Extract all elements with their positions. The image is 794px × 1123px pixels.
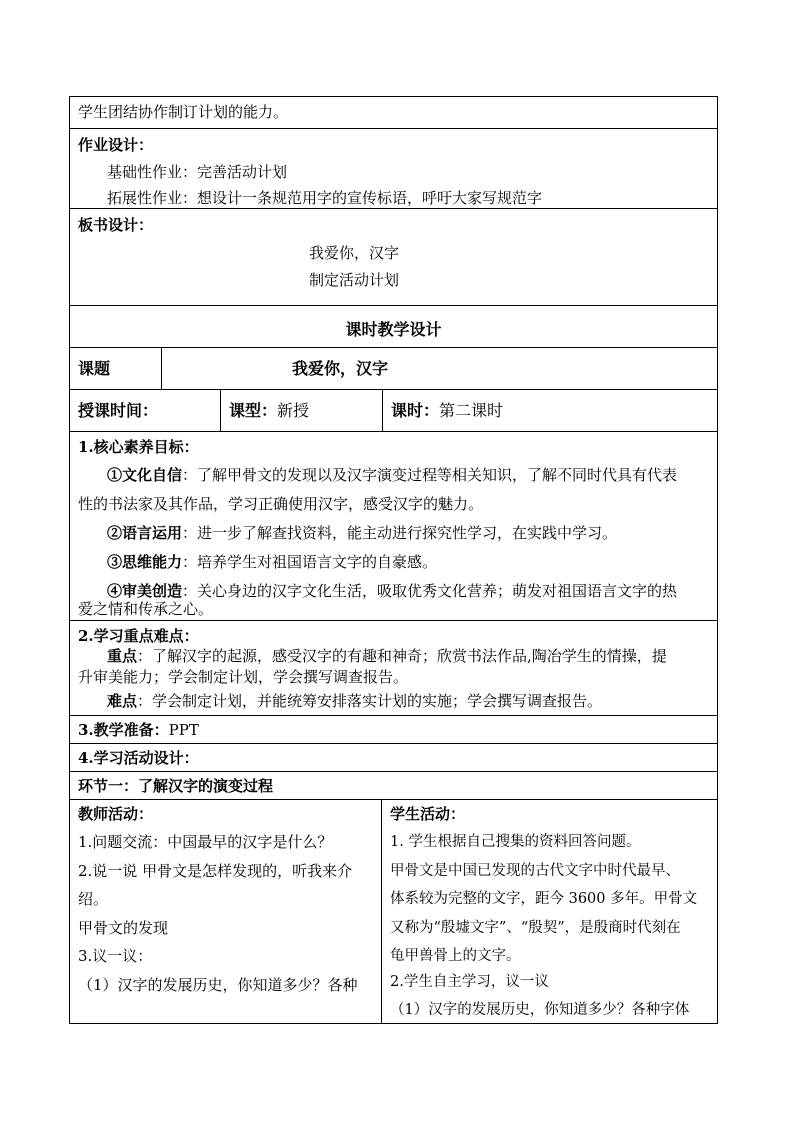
goal-1-cont: 性的书法家及其作品，学习正确使用汉字，感受汉字的魅力。 [78,495,484,513]
goals-title: 1.核心素养目标： [78,438,199,456]
design-title: 课时教学设计 [345,320,442,339]
key-label: 重点 [107,647,138,665]
time-label: 授课时间： [78,401,159,420]
key-point [107,646,667,666]
period-label: 课时： [391,401,440,420]
activity-title: 4.学习活动设计： [78,749,199,767]
diff-label: 难点 [107,692,138,710]
teacher-line: （1）汉字的发展历史，你知道多少？各种 [78,975,358,994]
type-text [229,401,309,421]
design-title-row [70,306,717,348]
type-label: 课型： [229,401,278,420]
teacher-line: 3.议一议： [78,947,153,965]
activities-row [70,800,717,1023]
topic-value-cell [161,348,717,389]
goal-4-cont: 爱之情和传承之心。 [78,600,214,618]
basic-homework: 基础性作业：完善活动计划 [107,163,288,181]
topic-label: 课题 [78,359,111,378]
student-column [381,800,717,1023]
student-line: （1）汉字的发展历史，你知道多少？各种字体 [390,1001,690,1018]
goal-2-label: ②语言运用 [107,524,183,542]
diff-text: ：学会制定计划，并能统筹安排落实计划的实施；学会撰写调查报告。 [137,692,603,710]
schedule-row [70,390,717,432]
segment-title: 环节一：了解汉字的演变过程 [78,777,274,795]
type-cell [220,390,382,431]
student-line: 2.学生自主学习，议一议 [390,973,549,990]
goal-4-text: ：关心身边的汉字文化生活，吸取优秀文化营养；萌发对祖国语言文字的热 [182,582,678,600]
goal-3-label: ③思维能力 [107,553,183,571]
goal-4-label: ④审美创造 [107,582,183,600]
goal-1-text: ：了解甲骨文的发现以及汉字演变过程等相关知识，了解不同时代具有代表 [182,466,678,484]
lesson-plan-table [69,96,718,1024]
keypoints-section [70,621,717,716]
teacher-line: 甲骨文的发现 [78,918,169,937]
teacher-lines [78,828,375,999]
difficulty [107,691,602,711]
ability-row [70,97,717,129]
goal-2-text: ：进一步了解查找资料，能主动进行探究性学习，在实践中学习。 [182,524,618,542]
teacher-line: 2.说一说 甲骨文是怎样发现的，听我来介 [78,861,353,880]
activity-title-row [70,744,717,772]
period-text [391,401,503,421]
goals-section [70,432,717,621]
student-title: 学生活动： [390,805,466,823]
teacher-line: 绍。 [78,890,109,908]
board-line-1: 我爱你，汉字 [309,244,400,262]
type-value: 新授 [277,401,310,420]
topic-row [70,348,717,390]
goal-3-text: ：培养学生对祖国语言文字的自豪感。 [182,553,438,571]
period-cell [382,390,717,431]
prep-label: 3.教学准备： [78,721,169,739]
goal-1-label: ①文化自信 [107,466,183,484]
extended-homework: 拓展性作业：想设计一条规范用字的宣传标语，呼吁大家写规范字 [107,189,543,207]
student-line: 龟甲兽骨上的文字。 [390,948,521,964]
prep-value: PPT [168,721,199,739]
teacher-title: 教师活动： [78,805,154,823]
homework-section [70,129,717,209]
period-value: 第二课时 [439,401,504,420]
prep-text [78,720,199,740]
prep-row [70,716,717,744]
goal-1 [107,465,677,485]
student-line: 体系较为完整的文字，距今 3600 多年。甲骨文 [390,891,698,907]
key-text: ：了解汉字的起源，感受汉字的有趣和神奇；欣赏书法作品,陶冶学生的情操，提 [137,647,667,665]
board-line-2: 制定活动计划 [309,271,400,289]
student-line: 1. 学生根据自己搜集的资料回答问题。 [390,834,641,850]
teacher-column [70,800,381,1023]
student-lines [390,828,711,1027]
goal-4 [107,581,677,601]
teacher-line: 1.问题交流：中国最早的汉字是什么？ [78,833,333,851]
board-section [70,209,717,306]
student-line: 甲骨文是中国已发现的古代文字中时代最早、 [390,862,680,879]
goal-2 [107,523,617,543]
goal-3 [107,552,437,572]
topic-label-cell [70,348,161,389]
student-line: 又称为“殷墟文字”、“殷契”，是殷商时代刻在 [390,919,681,936]
homework-title: 作业设计： [78,136,154,154]
segment-row [70,772,717,800]
key-cont: 升审美能力；学会制定计划，学会撰写调查报告。 [78,668,409,686]
board-title: 板书设计： [78,216,154,234]
keypoints-title: 2.学习重点难点： [78,627,199,645]
topic-value: 我爱你，汉字 [292,359,389,378]
ability-text: 学生团结协作制订计划的能力。 [78,103,289,121]
time-cell [70,390,220,431]
